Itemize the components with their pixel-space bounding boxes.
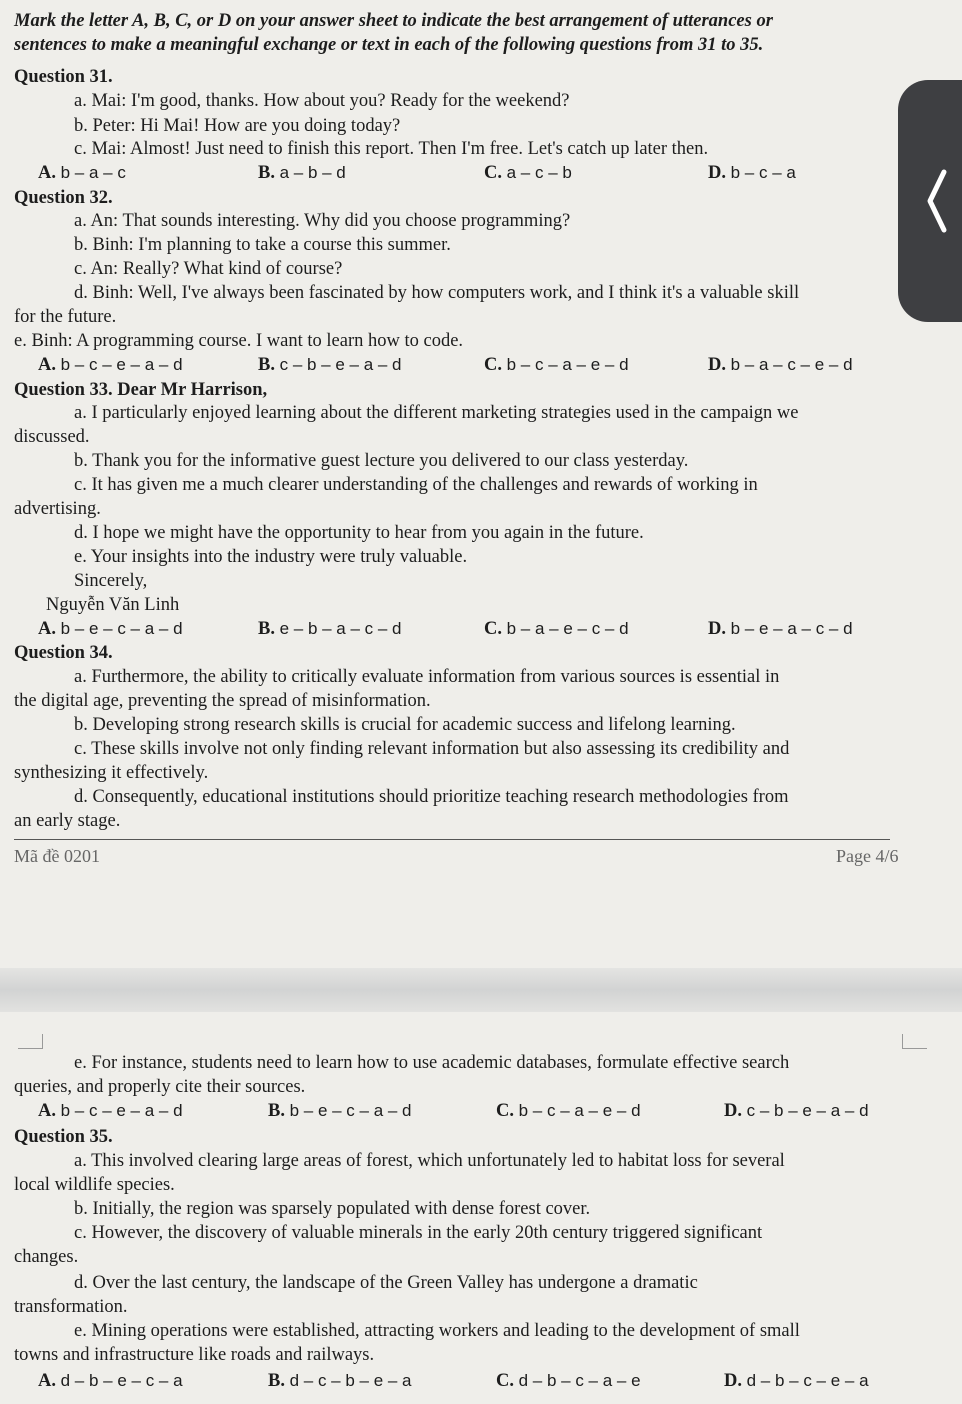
exam-code: Mã đề 0201 xyxy=(14,846,100,866)
q33-signature: Nguyễn Văn Linh xyxy=(46,595,180,615)
q34-option-b[interactable] xyxy=(268,1100,412,1122)
option-sequence: b – a – c – e – d xyxy=(730,355,853,374)
option-sequence: b – c – a – e – d xyxy=(518,1101,641,1120)
option-sequence: b – e – c – a – d xyxy=(60,619,183,638)
q35-item-c-cont: changes. xyxy=(14,1247,79,1267)
q31-option-b[interactable] xyxy=(258,162,346,184)
q34-item-d-cont: an early stage. xyxy=(14,811,121,831)
q33-option-a[interactable] xyxy=(38,618,183,640)
crop-mark-left xyxy=(18,1034,43,1049)
q35-item-d-cont: transformation. xyxy=(14,1297,128,1317)
instructions: Mark the letter A, B, C, or D on your answer sheet to indicate the best arrangement of utterances or xyxy=(14,11,773,31)
q35-item-a: a. This involved clearing large areas of forest, which unfortunately led to habitat loss for several xyxy=(74,1151,785,1171)
q32-option-c[interactable] xyxy=(484,354,629,376)
q34-item-a-cont: the digital age, preventing the spread of misinformation. xyxy=(14,691,431,711)
page-gap xyxy=(0,968,962,1012)
option-label: C. xyxy=(496,1371,514,1391)
q33-option-b[interactable] xyxy=(258,618,402,640)
q32-option-d[interactable] xyxy=(708,354,853,376)
option-label: A. xyxy=(38,1371,56,1391)
q32-item-b: b. Binh: I'm planning to take a course this summer. xyxy=(74,235,451,255)
option-label: A. xyxy=(38,1101,56,1121)
option-sequence: b – c – e – a – d xyxy=(60,1101,183,1120)
option-label: B. xyxy=(268,1371,285,1391)
q34-item-d: d. Consequently, educational institutions should prioritize teaching research methodologies from xyxy=(74,787,789,807)
q31-option-d[interactable] xyxy=(708,162,796,184)
q32-item-c: c. An: Really? What kind of course? xyxy=(74,259,343,279)
q35-item-e: e. Mining operations were established, attracting workers and leading to the development of small xyxy=(74,1321,800,1341)
instructions-cont: sentences to make a meaningful exchange or text in each of the following questions from 31 to 35. xyxy=(14,35,764,55)
option-sequence: d – b – c – a – e xyxy=(518,1371,641,1390)
chevron-left-icon[interactable] xyxy=(922,166,952,236)
q33-closing: Sincerely, xyxy=(74,571,148,591)
option-label: B. xyxy=(268,1101,285,1121)
option-sequence: c – b – e – a – d xyxy=(746,1101,869,1120)
option-sequence: b – c – e – a – d xyxy=(60,355,183,374)
q34-item-b: b. Developing strong research skills is crucial for academic success and lifelong learning. xyxy=(74,715,736,735)
q33-option-d[interactable] xyxy=(708,618,853,640)
q33-item-c: c. It has given me a much clearer understanding of the challenges and rewards of working in xyxy=(74,475,758,495)
q35-item-c: c. However, the discovery of valuable minerals in the early 20th century triggered significant xyxy=(74,1223,763,1243)
q31-option-c[interactable] xyxy=(484,162,572,184)
option-sequence: b – c – a xyxy=(730,163,796,182)
q33-item-b: b. Thank you for the informative guest lecture you delivered to our class yesterday. xyxy=(74,451,689,471)
option-label: D. xyxy=(708,619,726,639)
option-sequence: d – b – e – c – a xyxy=(60,1371,183,1390)
q35-option-d[interactable] xyxy=(724,1370,869,1392)
q34-option-c[interactable] xyxy=(496,1100,641,1122)
q35-item-b: b. Initially, the region was sparsely populated with dense forest cover. xyxy=(74,1199,591,1219)
option-sequence: a – b – d xyxy=(279,163,346,182)
option-label: B. xyxy=(258,619,275,639)
option-label: B. xyxy=(258,355,275,375)
question-32-title: Question 32. xyxy=(14,188,113,208)
q34-item-a: a. Furthermore, the ability to critically evaluate information from various sources is essential in xyxy=(74,667,780,687)
option-sequence: a – c – b xyxy=(506,163,572,182)
q35-item-a-cont: local wildlife species. xyxy=(14,1175,175,1195)
q31-item-b: b. Peter: Hi Mai! How are you doing today? xyxy=(74,116,401,136)
q31-item-a: a. Mai: I'm good, thanks. How about you? Ready for the weekend? xyxy=(74,91,570,111)
q33-item-e: e. Your insights into the industry were truly valuable. xyxy=(74,547,468,567)
q34-option-a[interactable] xyxy=(38,1100,183,1122)
question-35-title: Question 35. xyxy=(14,1127,113,1147)
option-label: C. xyxy=(484,163,502,183)
option-label: A. xyxy=(38,619,56,639)
option-sequence: d – b – c – e – a xyxy=(746,1371,869,1390)
option-sequence: d – c – b – e – a xyxy=(289,1371,412,1390)
q33-item-c-cont: advertising. xyxy=(14,499,101,519)
page-number: Page 4/6 xyxy=(836,846,899,866)
question-34-title: Question 34. xyxy=(14,643,113,663)
crop-mark-right xyxy=(902,1034,927,1049)
q33-item-a-cont: discussed. xyxy=(14,427,90,447)
q32-item-a: a. An: That sounds interesting. Why did you choose programming? xyxy=(74,211,571,231)
option-sequence: e – b – a – c – d xyxy=(279,619,402,638)
option-label: C. xyxy=(484,619,502,639)
q33-item-d: d. I hope we might have the opportunity to hear from you again in the future. xyxy=(74,523,644,543)
question-33-title: Question 33. Dear Mr Harrison, xyxy=(14,380,268,400)
q31-item-c: c. Mai: Almost! Just need to finish this report. Then I'm free. Let's catch up later then. xyxy=(74,139,709,159)
q34-option-d[interactable] xyxy=(724,1100,869,1122)
q35-option-c[interactable] xyxy=(496,1370,641,1392)
option-label: C. xyxy=(484,355,502,375)
q32-item-d-cont: for the future. xyxy=(14,307,117,327)
q35-option-a[interactable] xyxy=(38,1370,183,1392)
option-sequence: b – e – a – c – d xyxy=(730,619,853,638)
option-label: A. xyxy=(38,355,56,375)
option-sequence: b – a – e – c – d xyxy=(506,619,629,638)
option-label: D. xyxy=(708,163,726,183)
question-31-title: Question 31. xyxy=(14,67,113,87)
q32-option-a[interactable] xyxy=(38,354,183,376)
footer-divider xyxy=(14,839,890,840)
option-sequence: c – b – e – a – d xyxy=(279,355,402,374)
option-label: D. xyxy=(708,355,726,375)
option-sequence: b – c – a – e – d xyxy=(506,355,629,374)
option-sequence: b – a – c xyxy=(60,163,126,182)
q34-item-e: e. For instance, students need to learn how to use academic databases, formulate effective search xyxy=(74,1053,790,1073)
q35-item-d: d. Over the last century, the landscape of the Green Valley has undergone a dramatic xyxy=(74,1273,698,1293)
option-label: B. xyxy=(258,163,275,183)
option-label: C. xyxy=(496,1101,514,1121)
q33-item-a: a. I particularly enjoyed learning about the different marketing strategies used in the campaign we xyxy=(74,403,799,423)
q34-item-c: c. These skills involve not only finding relevant information but also assessing its credibility and xyxy=(74,739,790,759)
q35-item-e-cont: towns and infrastructure like roads and railways. xyxy=(14,1345,375,1365)
q31-option-a[interactable] xyxy=(38,162,126,184)
q34-item-c-cont: synthesizing it effectively. xyxy=(14,763,209,783)
q33-option-c[interactable] xyxy=(484,618,629,640)
q34-item-e-cont: queries, and properly cite their sources. xyxy=(14,1077,306,1097)
option-label: D. xyxy=(724,1101,742,1121)
q35-option-b[interactable] xyxy=(268,1370,412,1392)
q32-item-d: d. Binh: Well, I've always been fascinated by how computers work, and I think it's a valuable skill xyxy=(74,283,800,303)
q32-item-e: e. Binh: A programming course. I want to learn how to code. xyxy=(14,331,464,351)
option-label: A. xyxy=(38,163,56,183)
option-label: D. xyxy=(724,1371,742,1391)
q32-option-b[interactable] xyxy=(258,354,402,376)
option-sequence: b – e – c – a – d xyxy=(289,1101,412,1120)
